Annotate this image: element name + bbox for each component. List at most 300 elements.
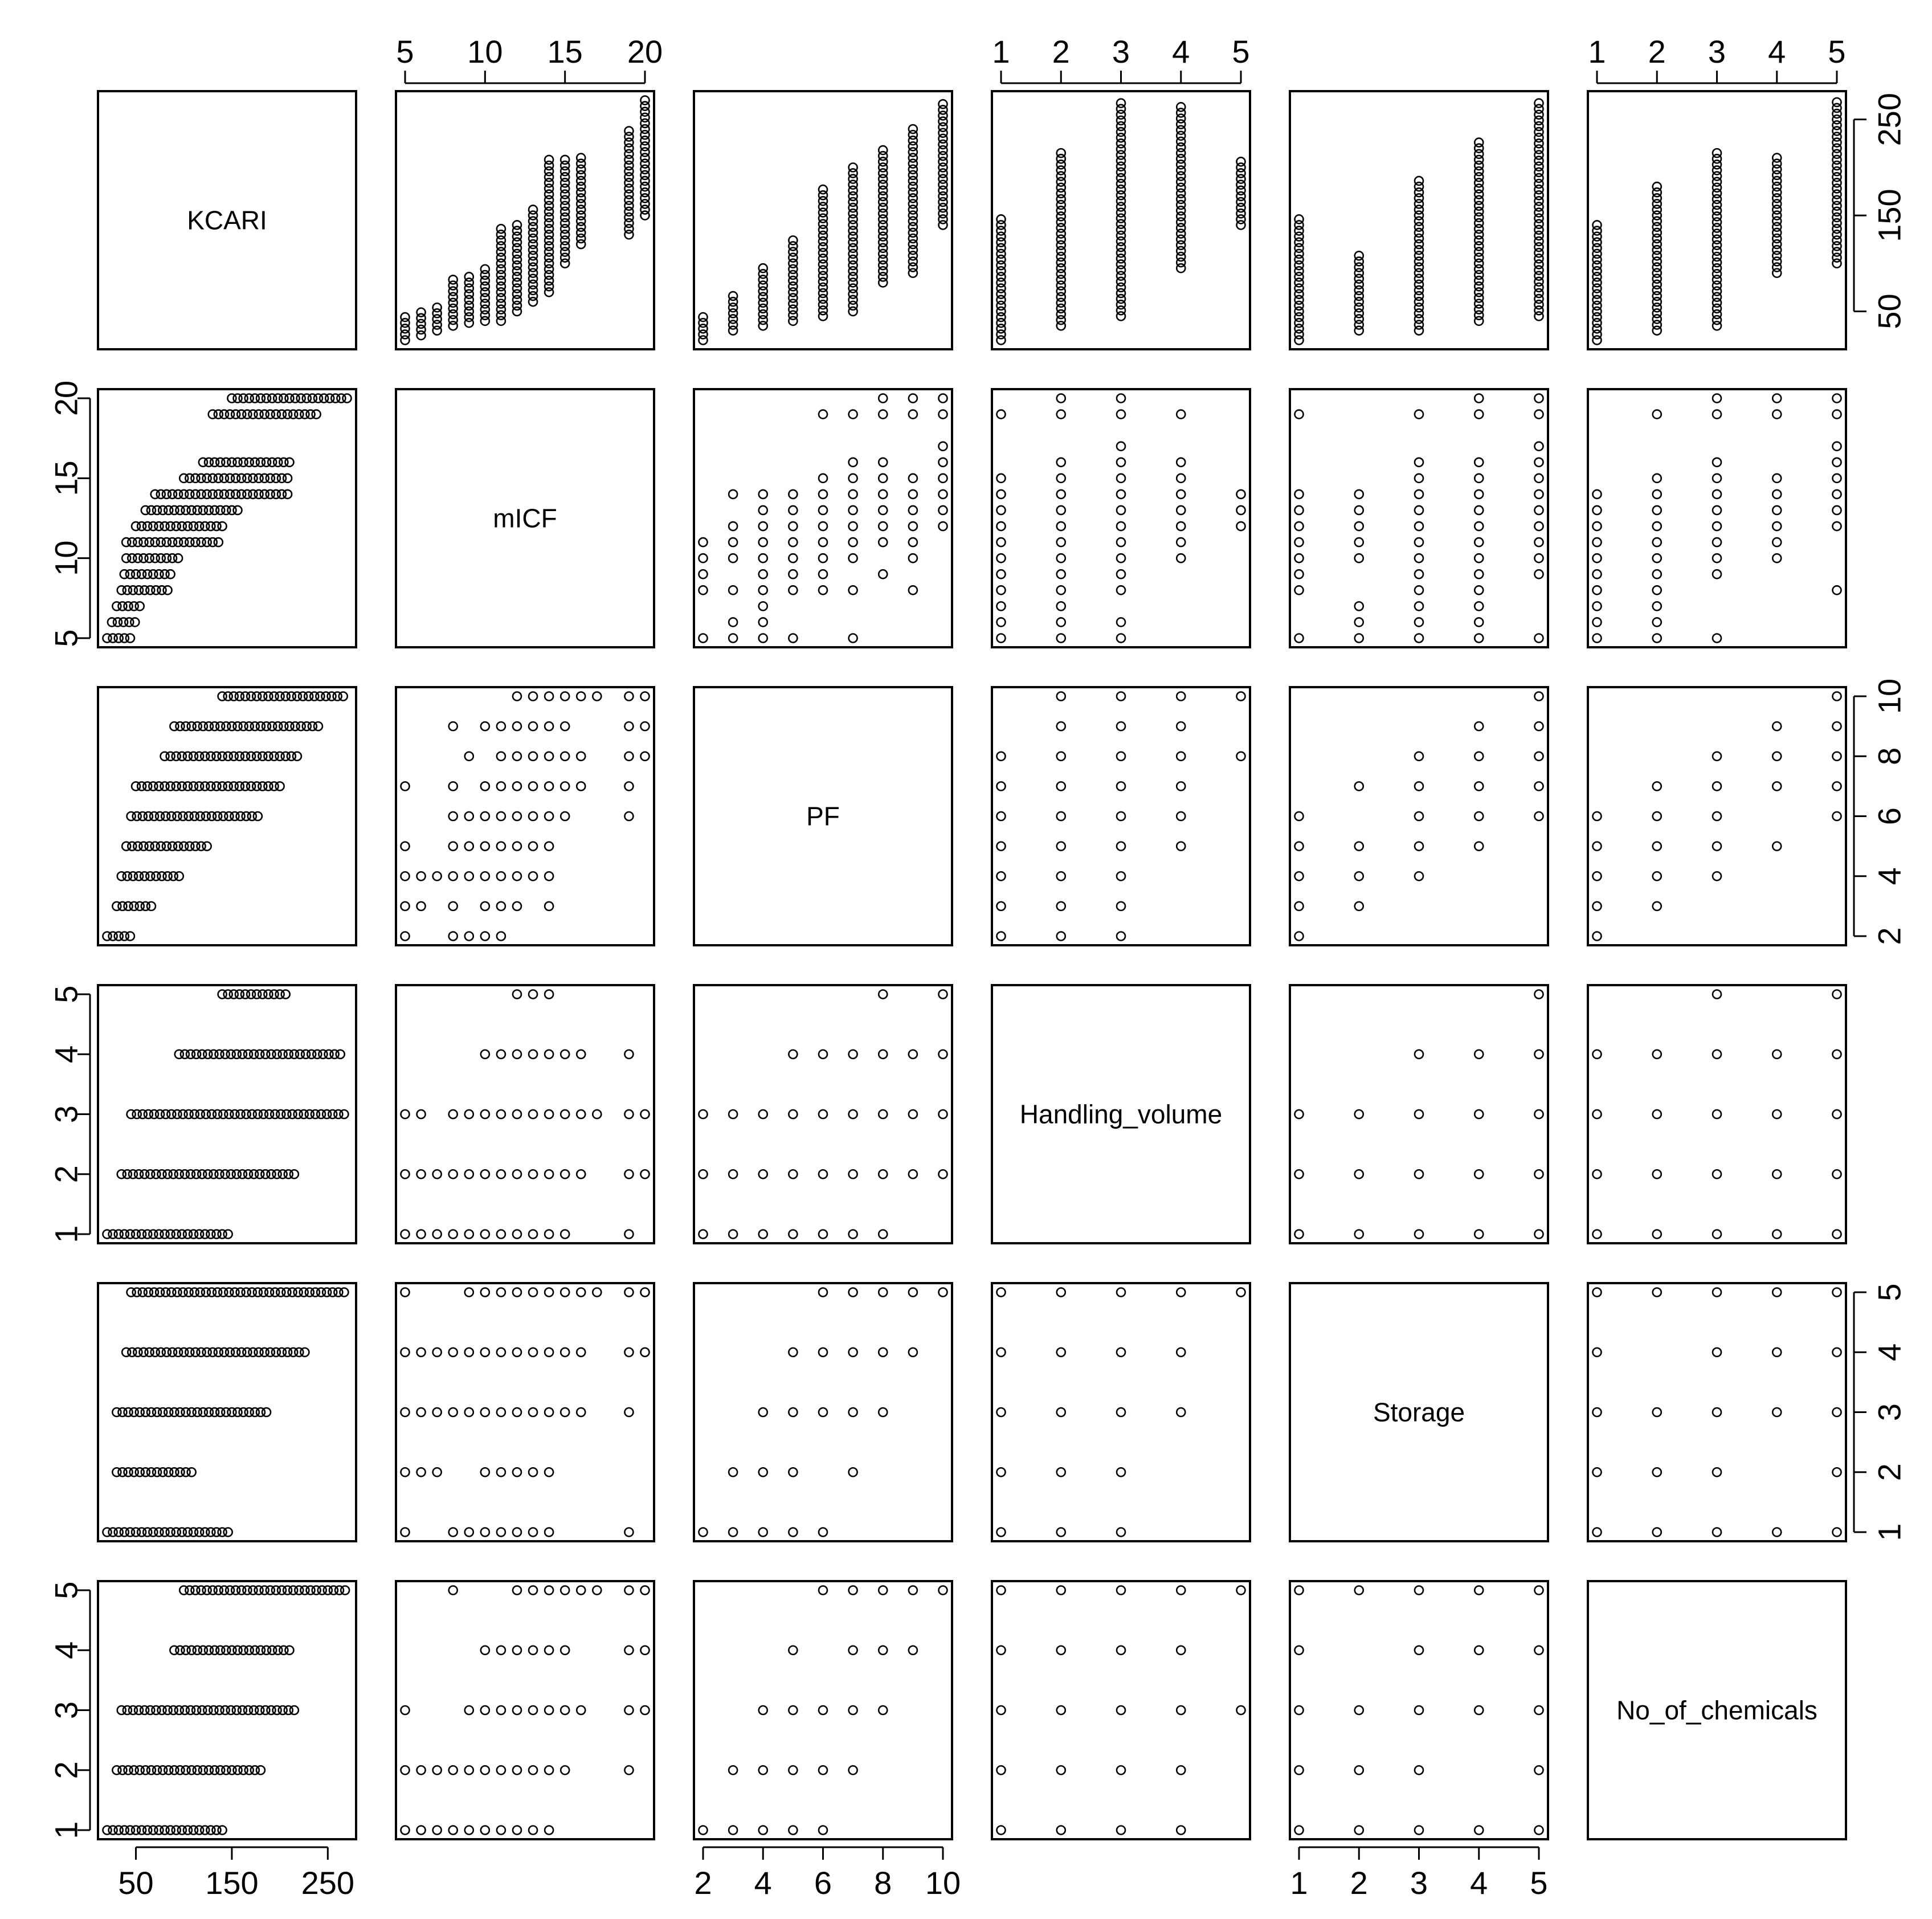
data-point [849, 634, 857, 643]
data-point [561, 1170, 569, 1178]
data-point [1057, 872, 1065, 880]
data-point [819, 185, 827, 194]
data-point [497, 812, 505, 820]
data-point [529, 1170, 537, 1178]
data-point [1653, 538, 1661, 546]
tick-label: 4 [1470, 1865, 1488, 1901]
data-point [1474, 490, 1483, 499]
data-point [997, 634, 1006, 643]
data-point [939, 458, 947, 467]
data-point [561, 752, 569, 761]
data-point [577, 154, 585, 162]
data-point [1117, 812, 1125, 820]
data-point [1713, 538, 1721, 546]
data-point [729, 490, 737, 499]
data-point [1833, 410, 1841, 419]
data-point [513, 902, 521, 910]
data-point [1057, 586, 1065, 594]
data-point [1295, 490, 1304, 499]
data-point [1057, 1586, 1065, 1595]
data-point [497, 224, 505, 233]
data-point [997, 752, 1006, 761]
data-point [1653, 1050, 1661, 1059]
data-point [417, 872, 426, 880]
data-point [417, 1170, 426, 1178]
tick-label: 1 [1588, 34, 1606, 70]
tick-label: 2 [48, 1761, 84, 1779]
data-point [1237, 157, 1245, 166]
data-point [417, 902, 426, 910]
data-point [1295, 215, 1304, 223]
data-point [481, 1348, 489, 1357]
data-point [729, 554, 737, 562]
data-point [1653, 1408, 1661, 1416]
data-point [641, 752, 650, 761]
data-point [759, 506, 767, 515]
data-point [759, 586, 767, 594]
data-point [1713, 990, 1721, 999]
data-point [624, 1766, 633, 1774]
data-point [1535, 1766, 1543, 1774]
data-point [879, 990, 887, 999]
data-point [1772, 1528, 1781, 1537]
panel-No_of_chemicals-vs-Handling_volume [992, 1581, 1250, 1839]
data-point [545, 1826, 553, 1835]
data-point [1713, 1348, 1721, 1357]
data-point [1415, 522, 1423, 530]
data-point [1593, 1288, 1602, 1297]
data-point [939, 1586, 947, 1595]
data-point [1833, 782, 1841, 790]
data-point [1177, 522, 1185, 530]
data-point [449, 842, 458, 851]
data-point [256, 1766, 265, 1774]
data-point [1474, 554, 1483, 562]
data-point [849, 1586, 857, 1595]
data-point [513, 1468, 521, 1476]
data-point [1772, 1170, 1781, 1178]
data-point [1177, 722, 1185, 730]
data-point [1833, 1528, 1841, 1537]
data-point [1833, 692, 1841, 701]
data-point [465, 1348, 473, 1357]
data-point [729, 292, 737, 300]
data-point [147, 902, 156, 910]
data-point [729, 1766, 737, 1774]
data-point [1057, 1766, 1065, 1774]
data-point [879, 410, 887, 419]
data-point [285, 1646, 293, 1655]
data-point [1653, 602, 1661, 610]
data-point [759, 490, 767, 499]
data-point [1057, 1468, 1065, 1476]
data-point [1772, 410, 1781, 419]
data-point [1057, 1528, 1065, 1537]
data-point [1057, 1288, 1065, 1297]
data-point [879, 490, 887, 499]
data-point [481, 782, 489, 790]
data-point [529, 812, 537, 820]
data-point [789, 522, 797, 530]
data-point [341, 1586, 349, 1595]
data-point [1355, 1230, 1363, 1239]
data-point [1833, 1468, 1841, 1476]
data-point [1833, 1170, 1841, 1178]
data-point [997, 570, 1006, 578]
points-mICF-vs-No_of_chemicals [1593, 394, 1841, 643]
data-point [1535, 634, 1543, 643]
data-point [401, 872, 410, 880]
data-point [174, 554, 182, 562]
data-point [909, 1050, 917, 1059]
data-point [1117, 1468, 1125, 1476]
data-point [433, 1826, 442, 1835]
data-point [879, 522, 887, 530]
data-point [1593, 1230, 1602, 1239]
data-point [545, 1288, 553, 1297]
data-point [465, 1826, 473, 1835]
data-point [1057, 722, 1065, 730]
data-point [1057, 554, 1065, 562]
panel-No_of_chemicals-vs-Storage [1290, 1581, 1548, 1839]
data-point [545, 812, 553, 820]
data-point [1117, 1528, 1125, 1537]
data-point [1295, 1230, 1304, 1239]
data-point [513, 782, 521, 790]
data-point [529, 692, 537, 701]
data-point [545, 902, 553, 910]
data-point [593, 692, 601, 701]
data-point [1295, 538, 1304, 546]
tick-label: 3 [1708, 34, 1726, 70]
data-point [1295, 634, 1304, 643]
data-point [1833, 1230, 1841, 1239]
data-point [1833, 442, 1841, 451]
data-point [1535, 522, 1543, 530]
points-KCARI-vs-mICF [401, 96, 650, 345]
data-point [641, 1110, 650, 1118]
data-point [1653, 1170, 1661, 1178]
data-point [849, 1646, 857, 1655]
data-point [1474, 506, 1483, 515]
x-axis-top-micf [396, 34, 663, 83]
data-point [577, 752, 585, 761]
data-point [729, 1170, 737, 1178]
data-point [624, 1528, 633, 1537]
tick-label: 50 [1871, 293, 1908, 329]
data-point [624, 722, 633, 730]
tick-label: 2 [1350, 1865, 1368, 1901]
data-point [819, 1706, 827, 1714]
data-point [1593, 1348, 1602, 1357]
data-point [1057, 149, 1065, 157]
y-axis-left-micf [48, 381, 90, 647]
data-point [465, 1408, 473, 1416]
data-point [561, 1110, 569, 1118]
data-point [1593, 490, 1602, 499]
data-point [1653, 410, 1661, 419]
data-point [1057, 522, 1065, 530]
data-point [1772, 474, 1781, 483]
tick-label: 1 [1290, 1865, 1308, 1901]
data-point [187, 1468, 196, 1476]
data-point [879, 146, 887, 154]
data-point [175, 872, 183, 880]
data-point [1355, 506, 1363, 515]
data-point [1713, 458, 1721, 467]
data-point [262, 1408, 271, 1416]
data-point [417, 1348, 426, 1357]
points-PF-vs-Handling_volume [997, 692, 1245, 941]
data-point [545, 842, 553, 851]
data-point [641, 1586, 650, 1595]
data-point [759, 1230, 767, 1239]
data-point [513, 1408, 521, 1416]
data-point [729, 1110, 737, 1118]
data-point [1415, 1050, 1423, 1059]
data-point [1593, 1170, 1602, 1178]
data-point [1177, 1706, 1185, 1714]
data-point [481, 1646, 489, 1655]
data-point [1117, 1646, 1125, 1655]
data-point [1535, 1230, 1543, 1239]
data-point [939, 100, 947, 108]
tick-label: 1 [48, 1225, 84, 1243]
data-point [789, 1646, 797, 1655]
data-point [1535, 1826, 1543, 1835]
data-point [997, 782, 1006, 790]
tick-label: 250 [301, 1865, 355, 1901]
data-point [529, 1348, 537, 1357]
data-point [1117, 1826, 1125, 1835]
data-point [1772, 394, 1781, 403]
data-point [1535, 410, 1543, 419]
points-mICF-vs-Handling_volume [997, 394, 1245, 643]
data-point [449, 812, 458, 820]
data-point [1772, 554, 1781, 562]
data-point [1535, 506, 1543, 515]
data-point [1535, 722, 1543, 730]
data-point [1415, 618, 1423, 626]
data-point [789, 1408, 797, 1416]
data-point [561, 722, 569, 730]
data-point [849, 538, 857, 546]
data-point [997, 538, 1006, 546]
data-point [1237, 692, 1245, 701]
data-point [561, 782, 569, 790]
data-point [1057, 506, 1065, 515]
data-point [1713, 394, 1721, 403]
data-point [577, 1706, 585, 1714]
data-point [529, 1706, 537, 1714]
data-point [729, 1528, 737, 1537]
data-point [1295, 570, 1304, 578]
data-point [819, 1528, 827, 1537]
data-point [529, 1230, 537, 1239]
data-point [1713, 1288, 1721, 1297]
data-point [1713, 1230, 1721, 1239]
data-point [1057, 932, 1065, 941]
data-point [1474, 1706, 1483, 1714]
data-point [729, 1468, 737, 1476]
data-point [1772, 154, 1781, 162]
data-point [545, 1528, 553, 1537]
data-point [849, 490, 857, 499]
data-point [481, 1050, 489, 1059]
data-point [997, 1348, 1006, 1357]
data-point [1713, 1528, 1721, 1537]
data-point [561, 812, 569, 820]
data-point [819, 1110, 827, 1118]
data-point [1474, 394, 1483, 403]
tick-label: 4 [1871, 867, 1908, 885]
data-point [1833, 98, 1841, 107]
data-point [909, 1110, 917, 1118]
panel-mICF-vs-Storage [1290, 389, 1548, 647]
data-point [1237, 490, 1245, 499]
data-point [1653, 872, 1661, 880]
panel-Handling_volume-vs-PF [694, 985, 952, 1243]
points-No_of_chemicals-vs-Storage [1295, 1586, 1543, 1835]
data-point [759, 570, 767, 578]
data-point [497, 1110, 505, 1118]
data-point [819, 1408, 827, 1416]
data-point [1535, 458, 1543, 467]
data-point [1653, 474, 1661, 483]
data-point [513, 1586, 521, 1595]
data-point [529, 782, 537, 790]
data-point [433, 1170, 442, 1178]
data-point [481, 265, 489, 273]
data-point [465, 812, 473, 820]
data-point [561, 1230, 569, 1239]
data-point [1833, 474, 1841, 483]
data-point [1057, 902, 1065, 910]
data-point [1415, 1826, 1423, 1835]
data-point [561, 1050, 569, 1059]
data-point [1117, 842, 1125, 851]
data-point [849, 410, 857, 419]
data-point [997, 522, 1006, 530]
data-point [577, 1050, 585, 1059]
data-point [1177, 506, 1185, 515]
y-axis-right-kcari [1854, 93, 1908, 329]
data-point [789, 236, 797, 244]
data-point [545, 990, 553, 999]
y-axis-left-handling_volume [48, 985, 90, 1243]
data-point [1295, 506, 1304, 515]
data-point [1117, 902, 1125, 910]
data-point [939, 1288, 947, 1297]
data-point [449, 1766, 458, 1774]
data-point [1355, 490, 1363, 499]
data-point [1057, 474, 1065, 483]
data-point [909, 474, 917, 483]
data-point [641, 1706, 650, 1714]
tick-label: 5 [48, 629, 84, 647]
data-point [1713, 752, 1721, 761]
data-point [1117, 99, 1125, 108]
data-point [1653, 1288, 1661, 1297]
data-point [909, 394, 917, 403]
data-point [1117, 538, 1125, 546]
data-point [1057, 1706, 1065, 1714]
data-point [545, 1766, 553, 1774]
data-point [729, 618, 737, 626]
data-point [1593, 554, 1602, 562]
data-point [561, 1408, 569, 1416]
data-point [789, 1348, 797, 1357]
data-point [699, 570, 708, 578]
data-point [203, 842, 211, 851]
points-mICF-vs-Storage [1295, 394, 1543, 643]
data-point [849, 522, 857, 530]
data-point [577, 782, 585, 790]
data-point [997, 506, 1006, 515]
data-point [545, 1110, 553, 1118]
x-axis-top-handling_volume [992, 34, 1249, 83]
data-point [759, 1468, 767, 1476]
data-point [789, 1468, 797, 1476]
data-point [1593, 932, 1602, 941]
data-point [879, 506, 887, 515]
data-point [729, 634, 737, 643]
data-point [1057, 570, 1065, 578]
data-point [417, 1408, 426, 1416]
data-point [1355, 554, 1363, 562]
data-point [1295, 1170, 1304, 1178]
data-point [1474, 410, 1483, 419]
points-No_of_chemicals-vs-mICF [401, 1586, 650, 1835]
data-point [529, 752, 537, 761]
data-point [1177, 692, 1185, 701]
data-point [283, 474, 292, 483]
data-point [1653, 1528, 1661, 1537]
data-point [1415, 634, 1423, 643]
data-point [1117, 1766, 1125, 1774]
data-point [1474, 538, 1483, 546]
data-point [513, 1826, 521, 1835]
data-point [497, 782, 505, 790]
points-Storage-vs-PF [699, 1288, 947, 1537]
data-point [465, 1230, 473, 1239]
data-point [1713, 842, 1721, 851]
tick-label: 250 [1871, 92, 1908, 146]
panel-Handling_volume-vs-No_of_chemicals [1588, 985, 1846, 1243]
data-point [1653, 902, 1661, 910]
data-point [1713, 1468, 1721, 1476]
data-point [1117, 1706, 1125, 1714]
data-point [529, 842, 537, 851]
data-point [465, 1288, 473, 1297]
data-point [1593, 902, 1602, 910]
data-point [513, 812, 521, 820]
data-point [997, 410, 1006, 419]
data-point [513, 1288, 521, 1297]
data-point [481, 1706, 489, 1714]
data-point [759, 538, 767, 546]
data-point [1117, 1408, 1125, 1416]
data-point [699, 1826, 708, 1835]
data-point [1474, 1110, 1483, 1118]
data-point [1177, 782, 1185, 790]
panel-mICF-vs-No_of_chemicals [1588, 389, 1846, 647]
tick-label: 6 [1871, 807, 1908, 826]
data-point [1833, 752, 1841, 761]
tick-label: 5 [48, 985, 84, 1003]
data-point [849, 1170, 857, 1178]
data-point [879, 1288, 887, 1297]
